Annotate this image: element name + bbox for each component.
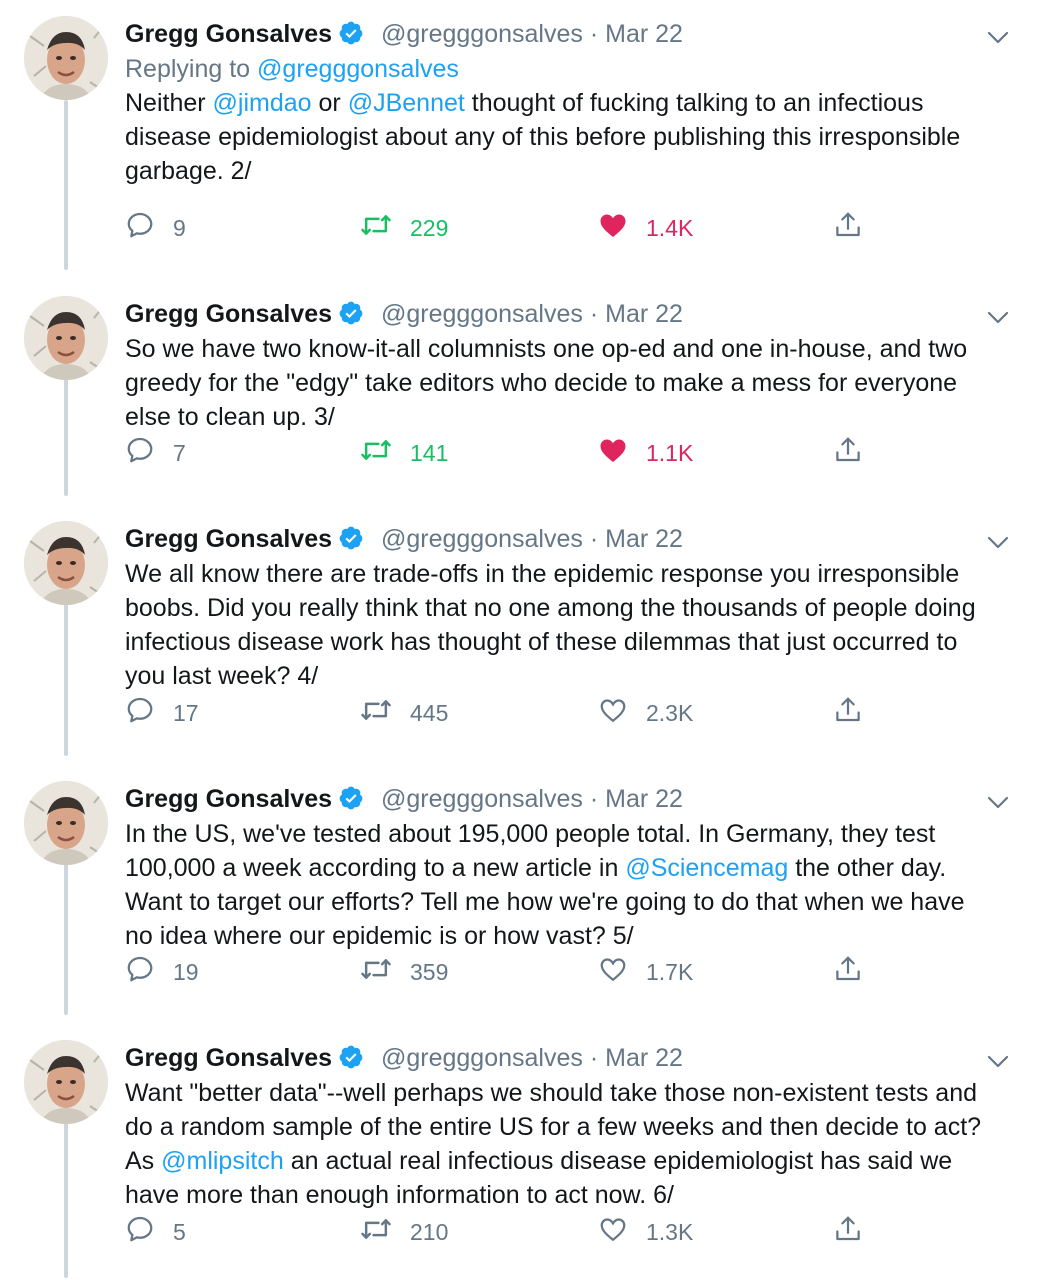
thread-line [64, 1111, 68, 1278]
tweet-actions [125, 693, 870, 733]
like-button[interactable] [598, 952, 693, 992]
retweet-button[interactable] [360, 208, 448, 248]
share-button[interactable] [833, 952, 881, 992]
avatar[interactable] [24, 16, 108, 100]
tweet-text-segment: an actual real infectious disease epidemiologist has said we [283, 1147, 953, 1175]
separator-dot: · [589, 785, 599, 813]
tweet-date[interactable]: Mar 22 [605, 525, 683, 553]
tweet-text-segment: boobs. Did you really think that no one among the thousands of people doing [125, 594, 976, 622]
tweet-text-segment: Want "better data"--well perhaps we should take those non-existent tests and [125, 1079, 978, 1107]
separator-dot: · [589, 1044, 599, 1072]
reply-button[interactable] [125, 952, 199, 992]
like-button[interactable] [598, 1212, 693, 1252]
share-button[interactable] [833, 208, 881, 248]
heart-icon [598, 954, 646, 990]
reply-button[interactable] [125, 1212, 186, 1252]
reply-bubble-icon [125, 210, 173, 246]
reply-bubble-icon [125, 435, 173, 471]
tweet-text-segment: Neither [125, 89, 213, 117]
tweet-date[interactable]: Mar 22 [605, 300, 683, 328]
reply-bubble-icon [125, 954, 173, 990]
tweet-text [125, 557, 1010, 693]
replying-label: Replying to [125, 55, 251, 83]
heart-icon [598, 210, 646, 246]
separator-dot: · [589, 20, 599, 48]
avatar[interactable] [24, 781, 108, 865]
tweet-header [125, 16, 1010, 52]
share-icon [833, 435, 881, 471]
avatar[interactable] [24, 296, 108, 380]
verified-badge-icon [338, 1044, 364, 1080]
tweet-content [125, 16, 1010, 188]
tweet-text-segment: or [311, 89, 348, 117]
tweet-actions [125, 952, 870, 992]
share-button[interactable] [833, 433, 881, 473]
verified-badge-icon [338, 785, 364, 821]
tweet-content [125, 296, 1010, 434]
avatar[interactable] [24, 1040, 108, 1124]
tweet-date[interactable]: Mar 22 [605, 785, 683, 813]
thread-line [64, 367, 68, 496]
retweet-icon [360, 954, 410, 990]
like-count: 1.1K [646, 439, 694, 466]
tweet-text-segment: We all know there are trade-offs in the epidemic response you irresponsible [125, 560, 960, 588]
mention-link[interactable]: @Sciencemag [625, 854, 789, 882]
retweet-button[interactable] [360, 952, 448, 992]
reply-bubble-icon [125, 695, 173, 731]
tweet-actions [125, 1212, 870, 1252]
tweet-text [125, 332, 1010, 434]
reply-count: 19 [173, 958, 199, 985]
verified-badge-icon [338, 20, 364, 56]
tweet-text-segment: garbage. 2/ [125, 157, 252, 185]
chevron-down-icon[interactable] [986, 525, 1010, 561]
retweet-icon [360, 210, 410, 246]
retweet-icon [360, 1214, 410, 1250]
reply-count: 17 [173, 699, 199, 726]
reply-count: 7 [173, 439, 186, 466]
share-icon [833, 210, 881, 246]
retweet-button[interactable] [360, 1212, 448, 1252]
like-button[interactable] [598, 208, 693, 248]
tweet-text-segment: infectious disease work has thought of these dilemmas that just occurred to [125, 628, 958, 656]
like-count: 2.3K [646, 699, 694, 726]
tweet-text [125, 1076, 1010, 1212]
tweet-date[interactable]: Mar 22 [605, 1044, 683, 1072]
separator-dot: · [589, 525, 599, 553]
reply-button[interactable] [125, 208, 186, 248]
reply-button[interactable] [125, 433, 186, 473]
tweet-text-segment: In the US, we've tested about 195,000 people total. In Germany, they test [125, 820, 936, 848]
tweet-text-segment: thought of fucking talking to an infectious [464, 89, 924, 117]
replying-to-mention[interactable]: @gregggonsalves [257, 55, 459, 83]
tweet-content [125, 781, 1010, 953]
like-count: 1.3K [646, 1218, 694, 1245]
retweet-count: 229 [410, 214, 449, 241]
author-handle[interactable]: @gregggonsalves [380, 785, 583, 813]
tweet-text-segment: have more than enough information to act now. 6/ [125, 1181, 674, 1209]
like-count: 1.7K [646, 958, 694, 985]
like-count: 1.4K [646, 214, 694, 241]
tweet-text-segment: Want to target our efforts? Tell me how we're going to do that when we have [125, 888, 965, 916]
reply-count: 9 [173, 214, 186, 241]
tweet-actions [125, 433, 870, 473]
verified-badge-icon [338, 525, 364, 561]
retweet-count: 445 [410, 699, 449, 726]
author-name[interactable]: Gregg Gonsalves [125, 525, 333, 553]
tweet-text-segment: 100,000 a week according to a new article in [125, 854, 626, 882]
tweet-date[interactable]: Mar 22 [605, 20, 683, 48]
like-button[interactable] [598, 433, 693, 473]
replying-to [125, 52, 1010, 86]
reply-count: 5 [173, 1218, 186, 1245]
retweet-icon [360, 435, 410, 471]
heart-icon [598, 1214, 646, 1250]
author-handle[interactable]: @gregggonsalves [380, 1044, 583, 1072]
chevron-down-icon[interactable] [986, 20, 1010, 56]
tweet-content [125, 1040, 1010, 1212]
author-name[interactable]: Gregg Gonsalves [125, 1044, 333, 1072]
separator-dot: · [589, 300, 599, 328]
verified-badge-icon [338, 300, 364, 336]
tweet-text [125, 817, 1010, 953]
mention-link[interactable]: @jimdao [212, 89, 312, 117]
tweet-content [125, 521, 1010, 693]
chevron-down-icon[interactable] [986, 300, 1010, 336]
thread-line [64, 100, 68, 270]
tweet-header [125, 296, 1010, 332]
retweet-icon [360, 695, 410, 731]
avatar[interactable] [24, 521, 108, 605]
thread-line [64, 852, 68, 1015]
heart-icon [598, 695, 646, 731]
author-handle[interactable]: @gregggonsalves [380, 525, 583, 553]
mention-link[interactable]: @JBennet [347, 89, 465, 117]
tweet-header [125, 521, 1010, 557]
retweet-button[interactable] [360, 433, 448, 473]
tweet-text-segment: As [125, 1147, 162, 1175]
tweet-text-segment: the other day. [788, 854, 947, 882]
tweet-text-segment: greedy for the "edgy" take editors who decide to make a mess for everyone [125, 369, 958, 397]
mention-link[interactable]: @mlipsitch [161, 1147, 284, 1175]
author-name[interactable]: Gregg Gonsalves [125, 300, 333, 328]
chevron-down-icon[interactable] [986, 785, 1010, 821]
author-name[interactable]: Gregg Gonsalves [125, 20, 333, 48]
tweet-text-segment: you last week? 4/ [125, 662, 319, 690]
retweet-count: 210 [410, 1218, 449, 1245]
heart-icon [598, 435, 646, 471]
tweet-header [125, 1040, 1010, 1076]
tweet-text [125, 86, 1010, 188]
author-handle[interactable]: @gregggonsalves [380, 20, 583, 48]
share-icon [833, 954, 881, 990]
chevron-down-icon[interactable] [986, 1044, 1010, 1080]
tweet-header [125, 781, 1010, 817]
like-button[interactable] [598, 693, 693, 733]
share-button[interactable] [833, 1212, 881, 1252]
tweet-actions [125, 208, 870, 248]
share-button[interactable] [833, 693, 881, 733]
thread-line [64, 592, 68, 756]
tweet-text-segment: do a random sample of the entire US for a few weeks and then decide to act? [125, 1113, 982, 1141]
retweet-button[interactable] [360, 693, 448, 733]
retweet-count: 141 [410, 439, 449, 466]
tweet-text-segment: disease epidemiologist about any of this before publishing this irresponsible [125, 123, 961, 151]
share-icon [833, 695, 881, 731]
retweet-count: 359 [410, 958, 449, 985]
reply-button[interactable] [125, 693, 199, 733]
tweet-text-segment: So we have two know-it-all columnists one op-ed and one in-house, and two [125, 335, 968, 363]
tweet-text-segment: no idea where our epidemic is or how vast? 5/ [125, 922, 634, 950]
author-name[interactable]: Gregg Gonsalves [125, 785, 333, 813]
reply-bubble-icon [125, 1214, 173, 1250]
tweet-text-segment: else to clean up. 3/ [125, 403, 335, 431]
share-icon [833, 1214, 881, 1250]
author-handle[interactable]: @gregggonsalves [380, 300, 583, 328]
